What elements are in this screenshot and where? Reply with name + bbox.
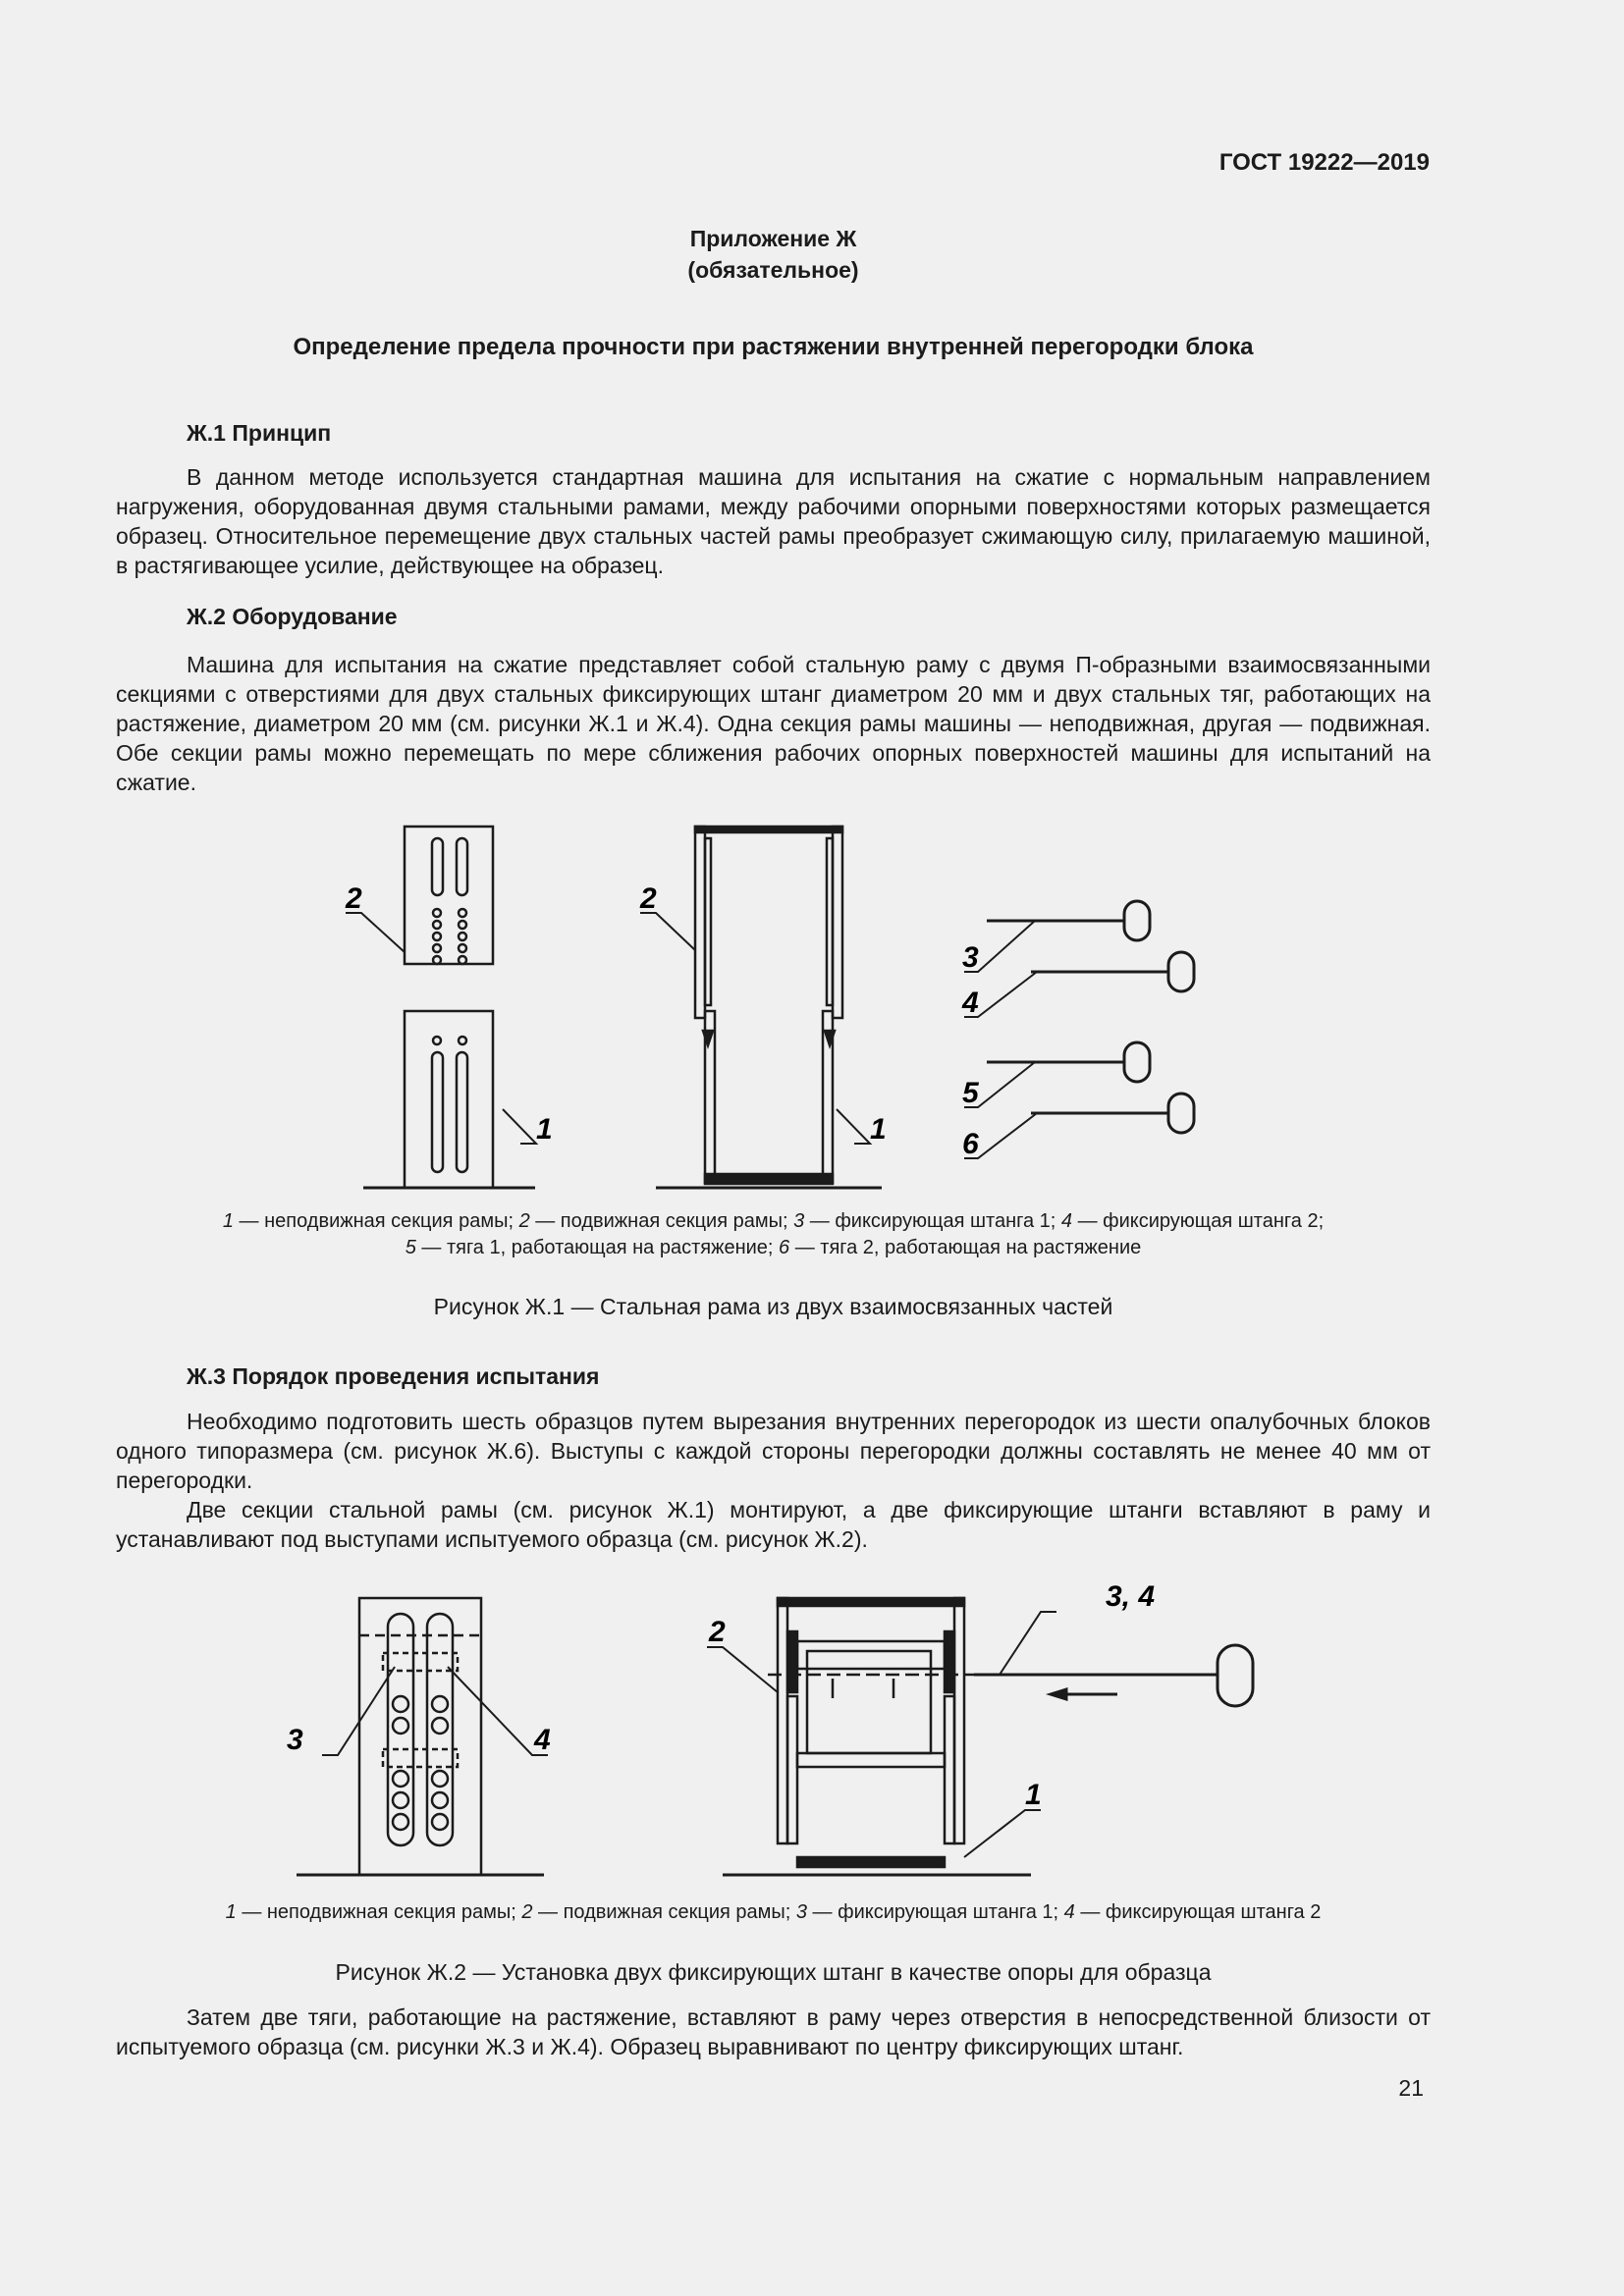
label-1: 1 xyxy=(1025,1779,1042,1811)
page-number: 21 xyxy=(1398,2075,1424,2101)
section-1-heading: Ж.1 Принцип xyxy=(187,420,332,446)
figure-1-legend: 1 — неподвижная секция рамы; 2 — подвижная секция рамы; 3 — фиксирующая штанга 1; 4 — фиксирующая штанга 2; 5 — тяга 1, работающая на растяжение; 6 — тяга 2, работающая на растяжение xyxy=(222,1210,1325,1258)
frame-side-view xyxy=(695,827,842,1184)
figure-2 xyxy=(285,1571,1296,1885)
label-4: 4 xyxy=(534,1724,551,1756)
label-3: 3 xyxy=(287,1724,303,1756)
label-5: 5 xyxy=(962,1077,979,1109)
appendix-title: Приложение Ж xyxy=(689,226,857,251)
section-2-paragraph: Машина для испытания на сжатие представляет собой стальную раму с двумя П-образными взаимосвязанными секциями с отверстиями для двух стальных фиксирующих штанг диаметром 20 мм и двух стальных тяг, работающих на растяжение, диаметром 20 мм (см. рисунки Ж.1 и Ж.4). Одна секция рамы машины — неподвижная, другая — подвижная. Обе секции рамы можно перемещать по мере сближения рабочих опорных поверхностей машины для испытаний на сжатие. xyxy=(116,652,1431,795)
label-1b: 1 xyxy=(870,1113,887,1146)
standard-number: ГОСТ 19222—2019 xyxy=(1218,149,1430,176)
document-title: Определение предела прочности при растяжении внутренней перегородки блока xyxy=(293,334,1254,360)
section-1-paragraph: В данном методе используется стандартная машина для испытания на сжатие с нормальным направлением нагружения, оборудованная двумя стальными рамами, между рабочими опорными поверхностями которых размещается образец. Относительное перемещение двух стальных частей рамы преобразует сжимающую силу, прилагаемую машиной, в растягивающее усилие, действующее на образец. xyxy=(116,464,1431,578)
figure-2-legend: 1 — неподвижная секция рамы; 2 — подвижная секция рамы; 3 — фиксирующая штанга 1; 4 — фиксирующая штанга 2 xyxy=(225,1901,1322,1923)
frame-side-with-specimen xyxy=(768,1598,974,1867)
label-2b: 2 xyxy=(640,882,657,915)
figure-2-caption: Рисунок Ж.2 — Установка двух фиксирующих штанг в качестве опоры для образца xyxy=(335,1959,1212,1985)
label-4: 4 xyxy=(962,987,979,1019)
label-2a: 2 xyxy=(346,882,362,915)
appendix-subtitle: (обязательное) xyxy=(687,257,859,283)
fixing-bar-insert xyxy=(974,1645,1253,1706)
leader-lines xyxy=(346,913,1037,1158)
label-2: 2 xyxy=(709,1616,726,1648)
frame-front-with-bars xyxy=(359,1598,481,1875)
label-1a: 1 xyxy=(536,1113,553,1146)
section-3-paragraph-3: Затем две тяги, работающие на растяжение, вставляют в раму через отверстия в непосредственной близости от испытуемого образца (см. рисунки Ж.3 и Ж.4). Образец выравнивают по центру фиксирующих штанг. xyxy=(116,2004,1431,2059)
label-3: 3 xyxy=(962,941,979,974)
section-3-heading: Ж.3 Порядок проведения испытания xyxy=(187,1363,600,1389)
section-3-paragraph-2: Две секции стальной рамы (см. рисунок Ж.1) монтируют, а две фиксирующие штанги вставляют в раму и устанавливают под выступами испытуемого образца (см. рисунок Ж.2). xyxy=(116,1497,1431,1552)
movable-section-front xyxy=(405,827,493,964)
label-6: 6 xyxy=(962,1128,979,1160)
section-2-heading: Ж.2 Оборудование xyxy=(187,604,398,629)
section-3-paragraph-1: Необходимо подготовить шесть образцов путем вырезания внутренних перегородок из шести опалубочных блоков одного типоразмера (см. рисунок Ж.6). Выступы с каждой стороны перегородки должны составлять не менее 40 мм от перегородки. xyxy=(116,1409,1431,1493)
figure-1 xyxy=(344,815,1247,1198)
figure-1-caption: Рисунок Ж.1 — Стальная рама из двух взаимосвязанных частей xyxy=(433,1294,1113,1319)
label-3-4: 3, 4 xyxy=(1106,1580,1156,1613)
fixed-section-front xyxy=(405,1011,493,1188)
